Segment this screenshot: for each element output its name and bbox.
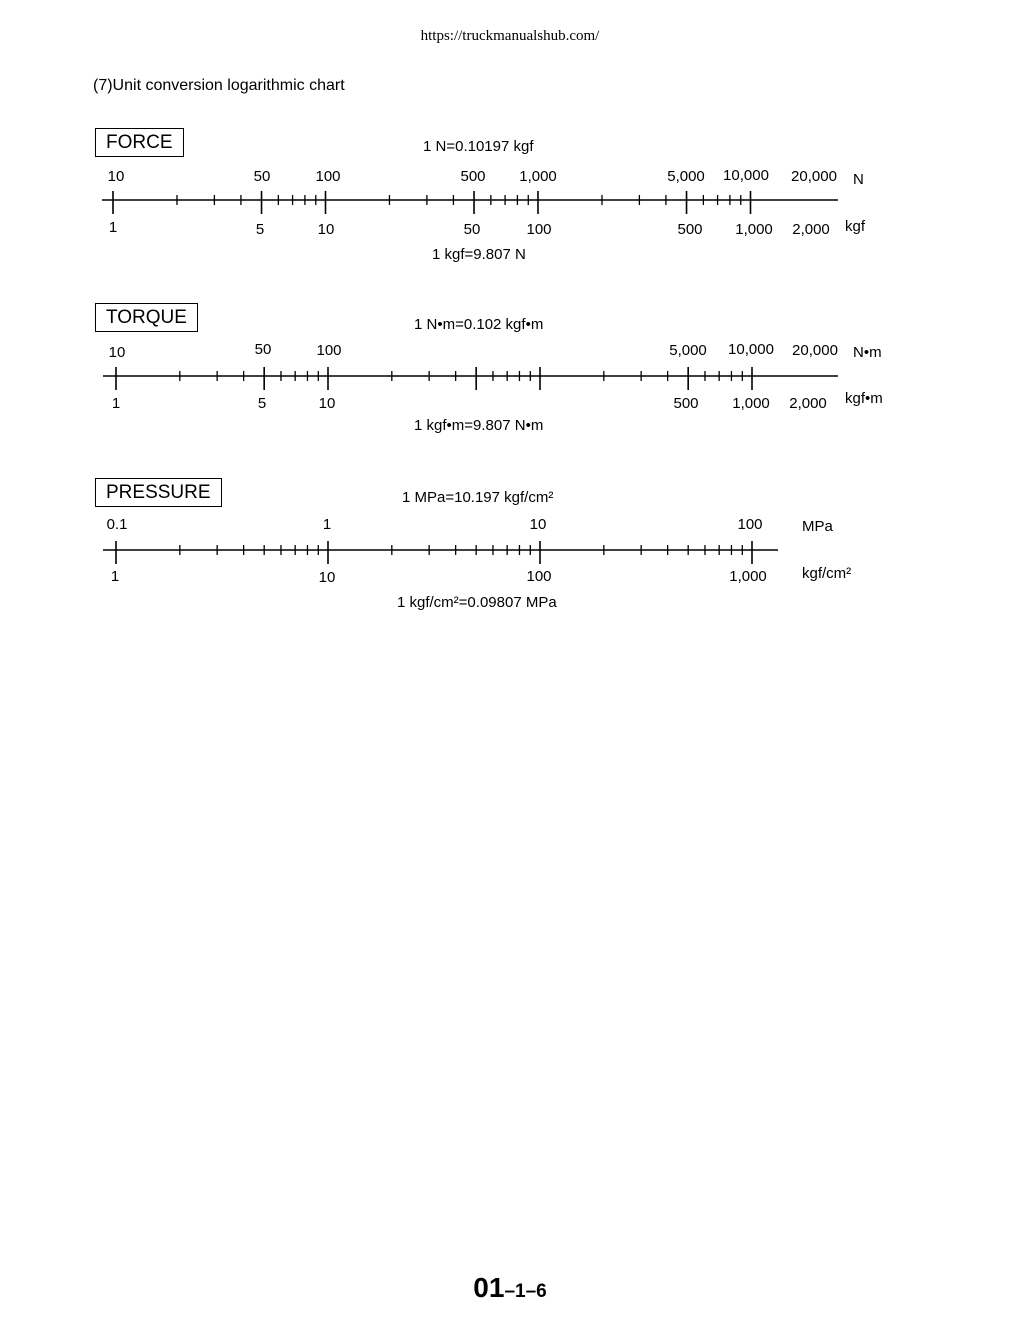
section-title: (7)Unit conversion logarithmic chart — [93, 77, 345, 94]
torque-top-label: 5,000 — [669, 342, 707, 359]
pressure-label: PRESSURE — [95, 478, 222, 507]
torque-label: TORQUE — [95, 303, 198, 332]
force-bottom-label: 500 — [677, 221, 703, 238]
pressure-unit-top: MPa — [802, 518, 833, 535]
force-bottom-label: 1,000 — [735, 221, 773, 238]
pressure-top-label: 100 — [737, 516, 763, 533]
torque-bottom-label: 500 — [673, 395, 699, 412]
force-top-label: 500 — [460, 168, 486, 185]
force-bottom-label: 1 — [108, 219, 118, 236]
force-chart — [0, 120, 1020, 280]
force-label: FORCE — [95, 128, 184, 157]
pressure-conversion-bottom: 1 kgf/cm²=0.09807 MPa — [397, 594, 557, 611]
force-top-label: 50 — [253, 168, 271, 185]
torque-bottom-label: 5 — [257, 395, 267, 412]
force-conversion-bottom: 1 kgf=9.807 N — [432, 246, 526, 263]
torque-top-label: 10,000 — [728, 341, 774, 358]
pressure-bottom-label: 1,000 — [729, 568, 767, 585]
force-top-label: 10,000 — [723, 167, 769, 184]
source-url: https://truckmanualshub.com/ — [420, 28, 600, 44]
torque-conversion-top: 1 N•m=0.102 kgf•m — [414, 316, 544, 333]
torque-unit-bottom: kgf•m — [845, 390, 883, 407]
force-top-label: 1,000 — [519, 168, 557, 185]
force-bottom-label: 50 — [463, 221, 481, 238]
force-top-label: 20,000 — [791, 168, 837, 185]
torque-unit-top: N•m — [853, 344, 882, 361]
force-conversion-top: 1 N=0.10197 kgf — [423, 138, 534, 155]
pressure-top-label: 0.1 — [106, 516, 128, 533]
torque-top-label: 50 — [254, 341, 272, 358]
pressure-bottom-label: 10 — [318, 569, 336, 586]
force-top-label: 5,000 — [667, 168, 705, 185]
torque-bottom-label: 10 — [318, 395, 336, 412]
pressure-conversion-top: 1 MPa=10.197 kgf/cm² — [402, 489, 554, 506]
force-bottom-label: 2,000 — [792, 221, 830, 238]
torque-bottom-label: 1 — [111, 395, 121, 412]
torque-top-label: 100 — [316, 342, 342, 359]
pressure-unit-bottom: kgf/cm² — [802, 565, 852, 582]
force-bottom-label: 5 — [255, 221, 265, 238]
page-number-main: 01 — [473, 1272, 505, 1303]
force-unit-bottom: kgf — [845, 218, 866, 235]
pressure-chart — [0, 470, 1020, 630]
pressure-bottom-label: 100 — [526, 568, 552, 585]
pressure-top-label: 1 — [322, 516, 332, 533]
pressure-top-label: 10 — [529, 516, 547, 533]
torque-top-label: 20,000 — [792, 342, 838, 359]
torque-bottom-label: 2,000 — [789, 395, 827, 412]
page-number — [0, 1272, 1020, 1304]
torque-conversion-bottom: 1 kgf•m=9.807 N•m — [414, 417, 544, 434]
torque-chart — [0, 295, 1020, 455]
force-top-label: 10 — [107, 168, 125, 185]
force-top-label: 100 — [315, 168, 341, 185]
torque-top-label: 10 — [108, 344, 126, 361]
force-bottom-label: 10 — [317, 221, 335, 238]
force-unit-top: N — [853, 171, 864, 188]
page-number-sub: –1–6 — [504, 1281, 547, 1302]
pressure-bottom-label: 1 — [110, 568, 120, 585]
force-bottom-label: 100 — [526, 221, 552, 238]
torque-bottom-label: 1,000 — [732, 395, 770, 412]
